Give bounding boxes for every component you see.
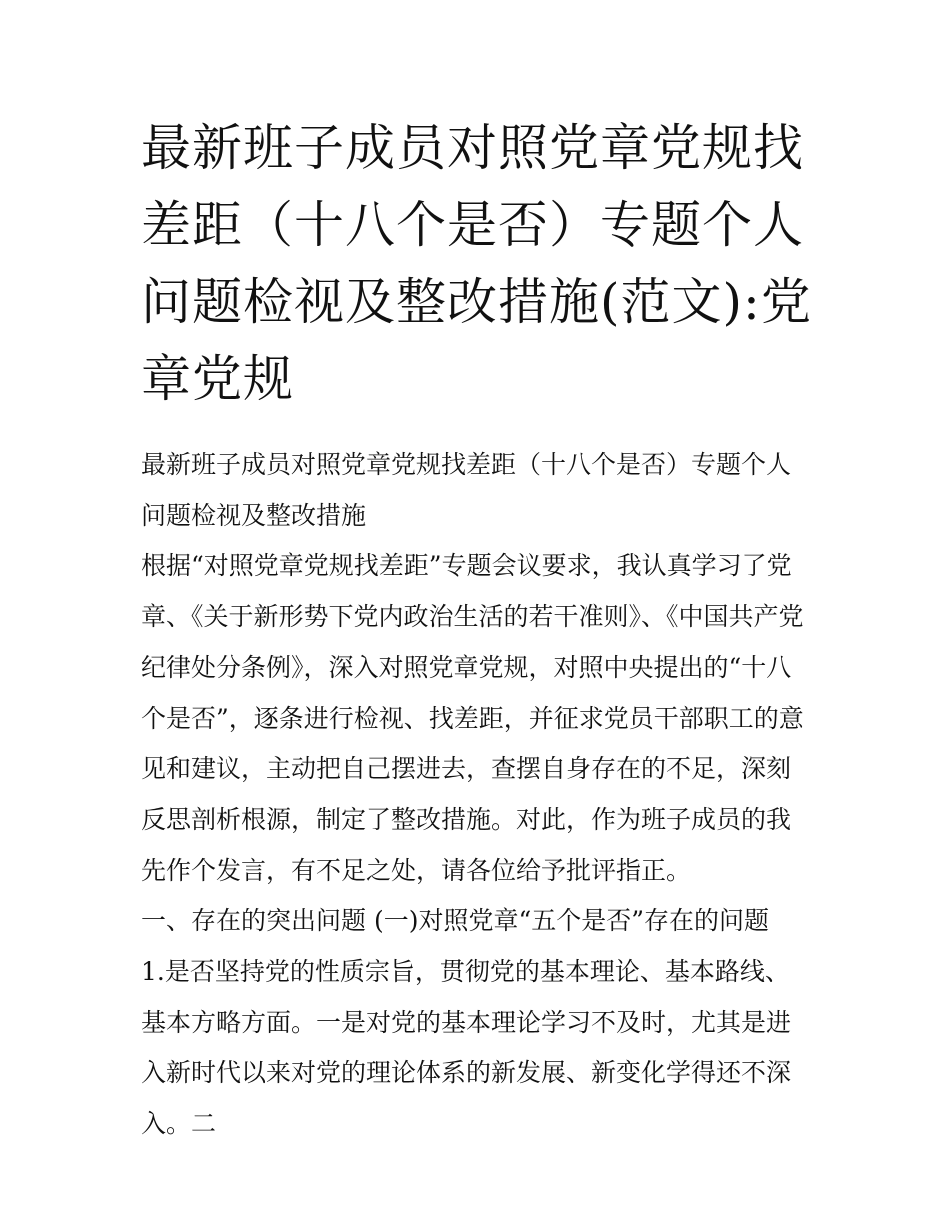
document-subtitle: 最新班子成员对照党章党规找差距（十八个是否）专题个人问题检视及整改措施 <box>141 450 792 530</box>
document-title: 最新班子成员对照党章党规找差距（十八个是否）专题个人问题检视及整改措施(范文):党章党规 <box>141 119 812 408</box>
paragraph-intro: 根据“对照党章党规找差距”专题会议要求，我认真学习了党章、《关于新形势下党内政治生活的若干准则》、《中国共产党纪律处分条例》，深入对照党章党规，对照中央提出的“十八个是否”，逐条进行检视、找差距，并征求党员干部职工的意见和建议，主动把自己摆进去，查摆自身存在的不足，深刻反思剖析根源，制定了整改措施。对此，作为班子成员的我先作个发言，有不足之处，请各位给予批评指正。 <box>141 551 804 885</box>
document-page <box>141 110 813 1150</box>
document-body <box>141 440 813 1150</box>
paragraph-item-1: 1.是否坚持党的性质宗旨，贯彻党的基本理论、基本路线、基本方略方面。一是对党的基本理论学习不及时，尤其是进入新时代以来对党的理论体系的新发展、新变化学得还不深入。二 <box>141 957 792 1139</box>
section-heading: 一、存在的突出问题 (一)对照党章“五个是否”存在的问题 <box>141 906 770 936</box>
